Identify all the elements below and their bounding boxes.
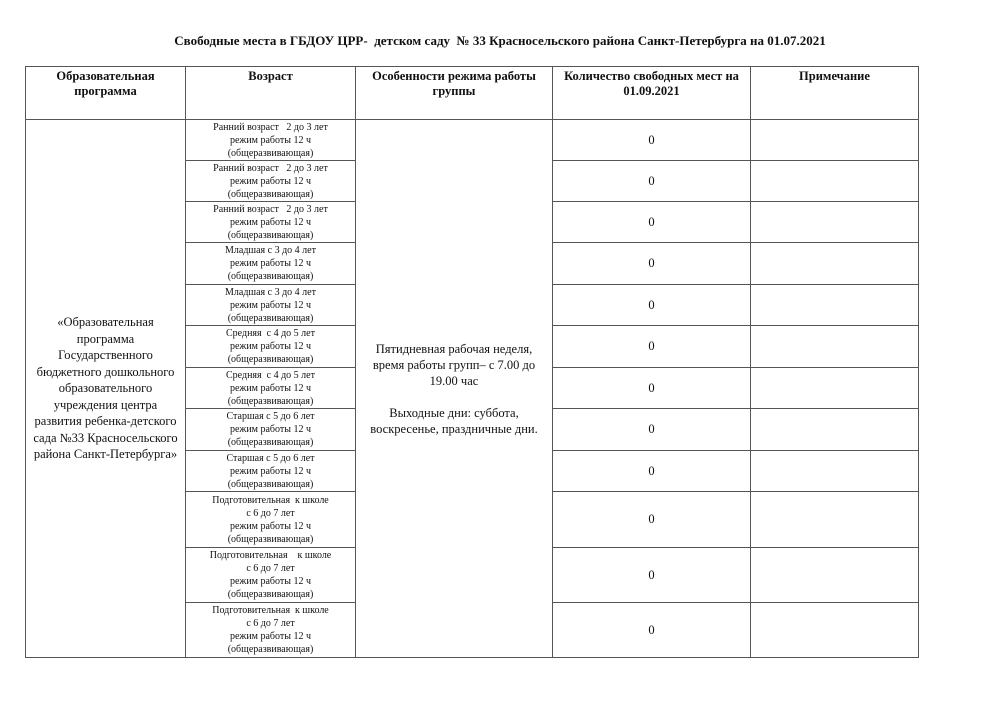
age-cell: Подготовительная к школе с 6 до 7 лет режим работы 12 ч (общеразвивающая) — [186, 603, 356, 658]
age-cell: Старшая с 5 до 6 лет режим работы 12 ч (общеразвивающая) — [186, 451, 356, 492]
header-count: Количество свободных мест на 01.09.2021 — [553, 67, 751, 120]
note-cell — [751, 161, 919, 202]
free-places-count: 0 — [553, 548, 751, 603]
age-cell: Младшая с 3 до 4 лет режим работы 12 ч (общеразвивающая) — [186, 285, 356, 326]
note-cell — [751, 285, 919, 326]
work-mode-days-off: Выходные дни: суббота, воскресенье, праздничные дни. — [370, 405, 538, 436]
free-places-count: 0 — [553, 202, 751, 243]
age-cell: Ранний возраст 2 до 3 лет режим работы 12 ч (общеразвивающая) — [186, 120, 356, 161]
age-cell: Средняя с 4 до 5 лет режим работы 12 ч (общеразвивающая) — [186, 326, 356, 368]
work-mode-schedule: Пятидневная рабочая неделя, время работы групп– с 7.00 до 19.00 час — [372, 341, 536, 388]
age-cell: Ранний возраст 2 до 3 лет режим работы 12 ч (общеразвивающая) — [186, 161, 356, 202]
header-program: Образовательная программа — [26, 67, 186, 120]
note-cell — [751, 492, 919, 548]
note-cell — [751, 368, 919, 409]
free-places-count: 0 — [553, 243, 751, 285]
free-places-count: 0 — [553, 285, 751, 326]
table-header-row — [26, 67, 919, 120]
age-cell: Ранний возраст 2 до 3 лет режим работы 12 ч (общеразвивающая) — [186, 202, 356, 243]
free-places-count: 0 — [553, 451, 751, 492]
note-cell — [751, 120, 919, 161]
note-cell — [751, 603, 919, 658]
note-cell — [751, 409, 919, 451]
work-mode-cell — [356, 120, 553, 658]
header-note: Примечание — [751, 67, 919, 120]
header-mode: Особенности режима работы группы — [356, 67, 553, 120]
table-row — [26, 120, 919, 161]
age-cell: Средняя с 4 до 5 лет режим работы 12 ч (общеразвивающая) — [186, 368, 356, 409]
free-places-count: 0 — [553, 603, 751, 658]
vacancies-table — [25, 66, 919, 658]
age-cell: Старшая с 5 до 6 лет режим работы 12 ч (общеразвивающая) — [186, 409, 356, 451]
note-cell — [751, 202, 919, 243]
note-cell — [751, 326, 919, 368]
program-cell: «Образовательная программа Государственного бюджетного дошкольного образовательного учреждения центра развития ребенка-детского сада №33 Красносельского района Санкт-Петербурга» — [26, 120, 186, 658]
note-cell — [751, 243, 919, 285]
free-places-count: 0 — [553, 492, 751, 548]
age-cell: Подготовительная к школе с 6 до 7 лет режим работы 12 ч (общеразвивающая) — [186, 548, 356, 603]
age-cell: Подготовительная к школе с 6 до 7 лет режим работы 12 ч (общеразвивающая) — [186, 492, 356, 548]
free-places-count: 0 — [553, 409, 751, 451]
free-places-count: 0 — [553, 326, 751, 368]
free-places-count: 0 — [553, 161, 751, 202]
document-title: Свободные места в ГБДОУ ЦРР- детском саду № 33 Красносельского района Санкт-Петербурга на 01.07.2021 — [174, 33, 826, 48]
free-places-count: 0 — [553, 120, 751, 161]
table-body — [26, 120, 919, 658]
note-cell — [751, 451, 919, 492]
note-cell — [751, 548, 919, 603]
age-cell: Младшая с 3 до 4 лет режим работы 12 ч (общеразвивающая) — [186, 243, 356, 285]
free-places-count: 0 — [553, 368, 751, 409]
header-age: Возраст — [186, 67, 356, 120]
